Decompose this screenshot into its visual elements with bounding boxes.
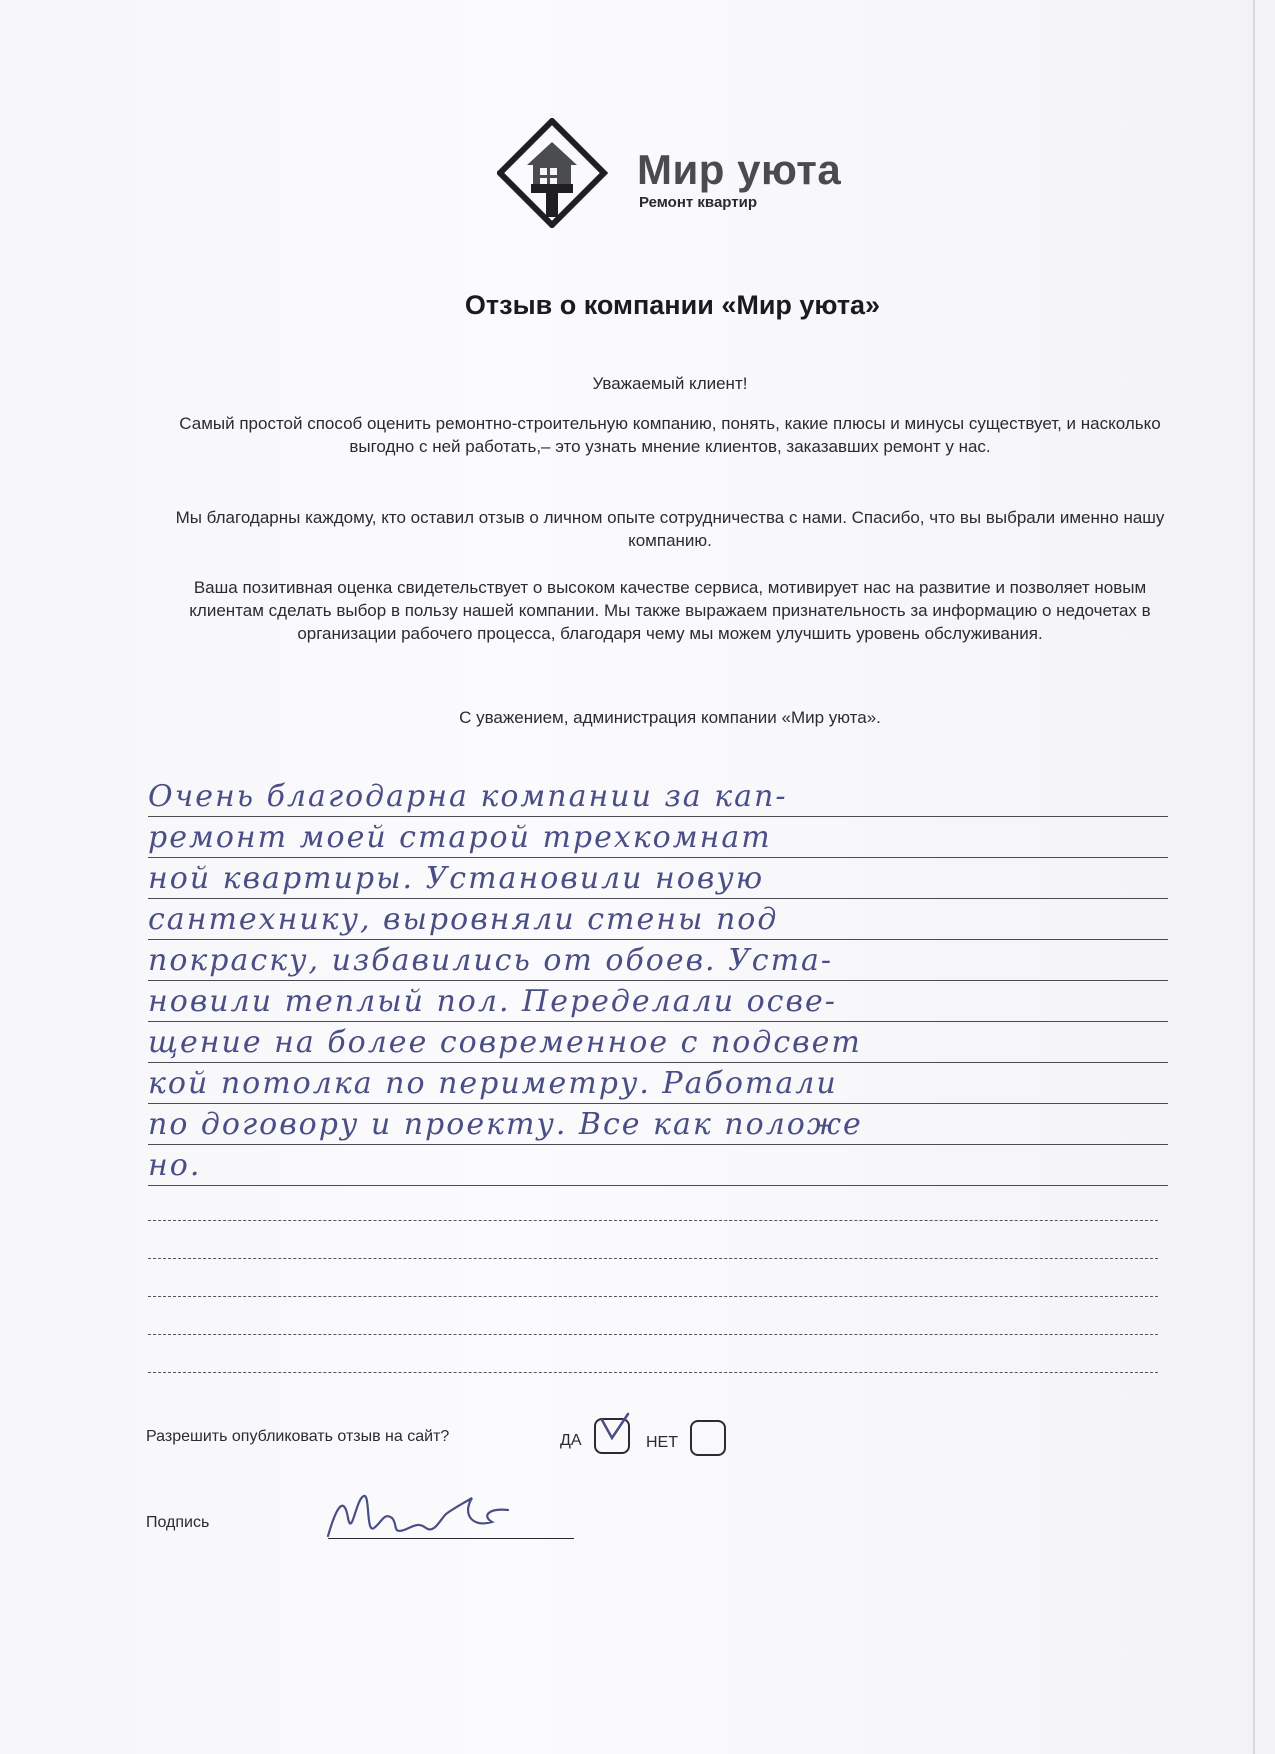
handwritten-signature (322, 1478, 522, 1548)
blank-line (148, 1220, 1158, 1221)
house-paintbrush-icon (497, 118, 617, 228)
review-line: щение на более современное с подсвет (148, 1024, 1168, 1063)
blank-line (148, 1372, 1158, 1373)
signoff: С уважением, администрация компании «Мир уюта». (459, 708, 881, 727)
review-line: новили теплый пол. Переделали осве- (148, 983, 1168, 1022)
document-title: Отзыв о компании «Мир уюта» (464, 290, 881, 320)
greeting: Уважаемый клиент! (592, 374, 748, 393)
blank-line (148, 1296, 1158, 1297)
publish-question: Разрешить опубликовать отзыв на сайт? (146, 1428, 450, 1445)
blank-line (148, 1258, 1158, 1259)
review-line: но. (148, 1147, 1168, 1186)
scan-edge (1253, 0, 1255, 1754)
handwritten-review (148, 778, 1168, 1188)
review-line: по договору и проекту. Все как положе (148, 1106, 1168, 1145)
intro-paragraph-1: Самый простой способ оценить ремонтно-строительную компанию, понять, какие плюсы и минусы существует, и насколько выгодно с ней работать,– это узнать мнение клиентов, заказавших ремонт у нас. (179, 414, 1161, 456)
signature-label: Подпись (146, 1514, 210, 1531)
no-checkbox[interactable] (690, 1420, 726, 1456)
yes-label: ДА (560, 1432, 582, 1449)
intro-paragraph-3: Ваша позитивная оценка свидетельствует о высоком качестве сервиса, мотивирует нас на развитие и позволяет новым клиентам сделать выбор в пользу нашей компании. Мы также выражаем признательность за информацию о недочетах в организации рабочего процесса, благодаря чему мы можем улучшить уровень обслуживания. (189, 578, 1151, 643)
brand-name: Мир уюта (637, 146, 842, 193)
review-line: Очень благодарна компании за кап- (148, 778, 1168, 817)
brand-subtitle: Ремонт квартир (639, 194, 757, 211)
review-line: ной квартиры. Установили новую (148, 860, 1168, 899)
checkmark-icon (598, 1412, 632, 1442)
blank-line (148, 1334, 1158, 1335)
intro-paragraph-2: Мы благодарны каждому, кто оставил отзыв о личном опыте сотрудничества с нами. Спасибо, что вы выбрали именно нашу компанию. (175, 508, 1165, 550)
no-label: НЕТ (646, 1434, 678, 1451)
review-line: сантехнику, выровняли стены под (148, 901, 1168, 940)
review-line: покраску, избавились от обоев. Уста- (148, 942, 1168, 981)
company-logo (497, 118, 857, 228)
review-line: ремонт моей старой трехкомнат (148, 819, 1168, 858)
review-line: кой потолка по периметру. Работали (148, 1065, 1168, 1104)
